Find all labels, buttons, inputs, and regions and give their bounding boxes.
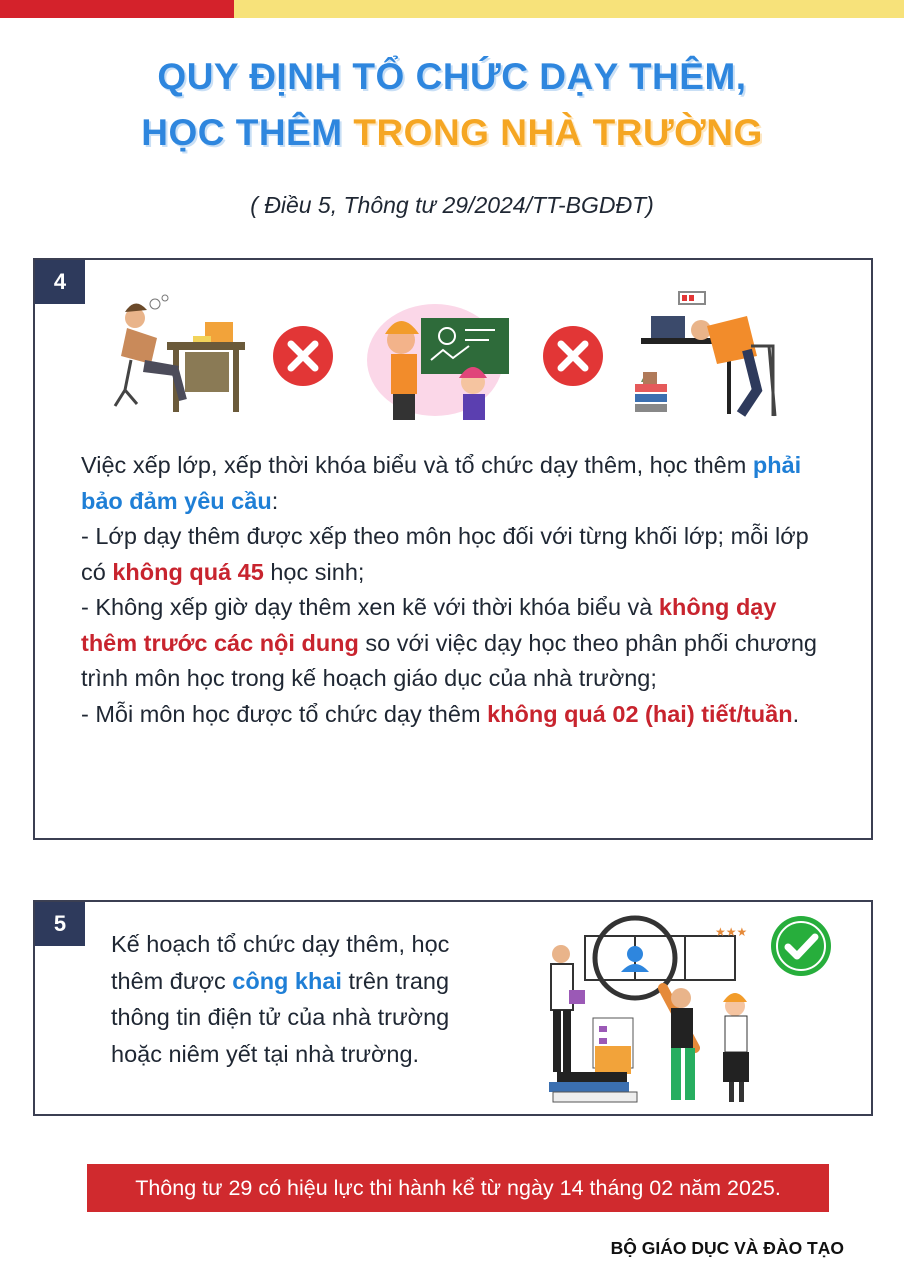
section-4-text: Việc xếp lớp, xếp thời khóa biểu và tổ chức dạy thêm, học thêm phải bảo đảm yêu cầu: - Lớp dạy thêm được xếp theo môn học đối với từng khối lớp; mỗi lớp có không quá 45 học sinh; - Không xếp giờ dạy thêm xen kẽ với thời khóa biểu và không dạy thêm trước các nội dung so với việc dạy học theo phân phối chương trình môn học trong kế hoạch giáo dục của nhà trường; - Mỗi môn học được tổ chức dạy thêm không quá 02 (hai) tiết/tuần.: [81, 452, 817, 727]
x-mark-icon: [271, 324, 335, 388]
relaxed-teacher-illustration: [105, 290, 255, 420]
effective-date-notice: Thông tư 29 có hiệu lực thi hành kể từ ngày 14 tháng 02 năm 2025.: [87, 1164, 829, 1212]
top-bar-yellow: [234, 0, 904, 18]
section-5-number: 5: [35, 902, 85, 946]
svg-text:★★★: ★★★: [715, 925, 748, 939]
top-bar-red: [0, 0, 234, 18]
title-accent: TRONG NHÀ TRƯỜNG: [353, 112, 763, 153]
section-5-box: [33, 900, 873, 1116]
section-5-text: Kế hoạch tổ chức dạy thêm, học thêm được công khai trên trang thông tin điện tử của nhà trường hoặc niêm yết tại nhà trường.: [111, 931, 450, 1067]
subtitle: ( Điều 5, Thông tư 29/2024/TT-BGDĐT): [250, 192, 654, 218]
x-mark-icon-2: [541, 324, 605, 388]
public-review-illustration: [535, 906, 765, 1110]
section-4-number: 4: [35, 260, 85, 304]
title-line-2: HỌC THÊM TRONG NHÀ TRƯỜNG: [141, 112, 763, 153]
check-mark-icon: [769, 914, 833, 978]
title-line-1: QUY ĐỊNH TỔ CHỨC DẠY THÊM,: [157, 56, 747, 97]
section-4-box: [33, 258, 873, 840]
teacher-board-illustration: [365, 300, 515, 420]
tired-student-illustration: [631, 286, 781, 422]
footer-ministry: BỘ GIÁO DỤC VÀ ĐÀO TẠO: [610, 1238, 844, 1258]
